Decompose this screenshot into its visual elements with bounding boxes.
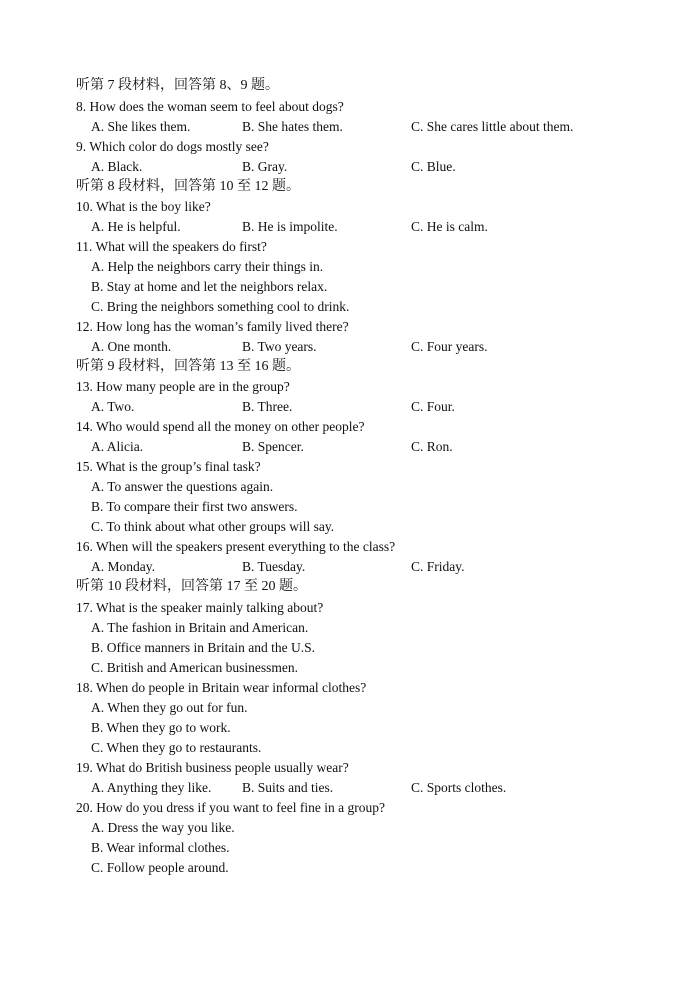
option-a: A. To answer the questions again.	[91, 479, 274, 494]
section-heading-text: 听第 9 段材料，回答第 13 至 16 题。	[76, 359, 300, 374]
question-stem: 18. When do people in Britain wear informal clothes?	[76, 680, 367, 695]
option-a: A. Dress the way you like.	[91, 820, 235, 835]
option-a: A. Alicia.	[91, 439, 144, 454]
option-b: B. Two years.	[242, 339, 317, 354]
question-stem: 10. What is the boy like?	[76, 199, 211, 214]
option-b: B. Three.	[242, 399, 293, 414]
question-stem: 8. How does the woman seem to feel about dogs?	[76, 99, 344, 114]
question-stem: 20. How do you dress if you want to feel fine in a group?	[76, 800, 385, 815]
option-c: C. Four.	[411, 399, 455, 414]
question-stem: 11. What will the speakers do first?	[76, 239, 267, 254]
option-c: C. Follow people around.	[91, 860, 229, 875]
option-a: A. When they go out for fun.	[91, 700, 248, 715]
option-c: C. British and American businessmen.	[91, 660, 298, 675]
option-b: B. To compare their first two answers.	[91, 499, 298, 514]
option-c: C. He is calm.	[411, 219, 488, 234]
option-a: A. One month.	[91, 339, 172, 354]
option-a: A. Monday.	[91, 559, 155, 574]
option-a: A. Black.	[91, 159, 143, 174]
question-stem: 14. Who would spend all the money on other people?	[76, 419, 365, 434]
option-a: A. Anything they like.	[91, 780, 212, 795]
option-b: B. When they go to work.	[91, 720, 231, 735]
question-stem: 15. What is the group’s final task?	[76, 459, 261, 474]
option-c: C. Ron.	[411, 439, 453, 454]
option-a: A. He is helpful.	[91, 219, 181, 234]
option-a: A. Two.	[91, 399, 135, 414]
option-b: B. He is impolite.	[242, 219, 338, 234]
section-heading-text: 听第 10 段材料，回答第 17 至 20 题。	[76, 579, 307, 594]
option-b: B. Wear informal clothes.	[91, 840, 230, 855]
option-a: A. Help the neighbors carry their things in.	[91, 259, 324, 274]
option-c: C. To think about what other groups will say.	[91, 519, 335, 534]
option-a: A. The fashion in Britain and American.	[91, 620, 309, 635]
option-b: B. Office manners in Britain and the U.S.	[91, 640, 315, 655]
option-b: B. Tuesday.	[242, 559, 306, 574]
option-c: C. She cares little about them.	[411, 119, 574, 134]
question-stem: 9. Which color do dogs mostly see?	[76, 139, 269, 154]
option-c: C. Friday.	[411, 559, 465, 574]
option-c: C. Bring the neighbors something cool to drink.	[91, 299, 350, 314]
option-b: B. Suits and ties.	[242, 780, 334, 795]
question-stem: 16. When will the speakers present everything to the class?	[76, 539, 396, 554]
option-b: B. Stay at home and let the neighbors relax.	[91, 279, 328, 294]
option-a: A. She likes them.	[91, 119, 191, 134]
option-c: C. Blue.	[411, 159, 456, 174]
question-stem: 19. What do British business people usually wear?	[76, 760, 349, 775]
option-c: C. Sports clothes.	[411, 780, 507, 795]
section-heading-text: 听第 8 段材料，回答第 10 至 12 题。	[76, 179, 300, 194]
option-b: B. Gray.	[242, 159, 288, 174]
option-c: C. When they go to restaurants.	[91, 740, 262, 755]
question-stem: 13. How many people are in the group?	[76, 379, 290, 394]
option-b: B. She hates them.	[242, 119, 343, 134]
question-stem: 12. How long has the woman’s family lived there?	[76, 319, 349, 334]
option-c: C. Four years.	[411, 339, 488, 354]
section-heading-text: 听第 7 段材料，回答第 8、9 题。	[76, 78, 279, 93]
question-stem: 17. What is the speaker mainly talking about?	[76, 600, 324, 615]
option-b: B. Spencer.	[242, 439, 304, 454]
